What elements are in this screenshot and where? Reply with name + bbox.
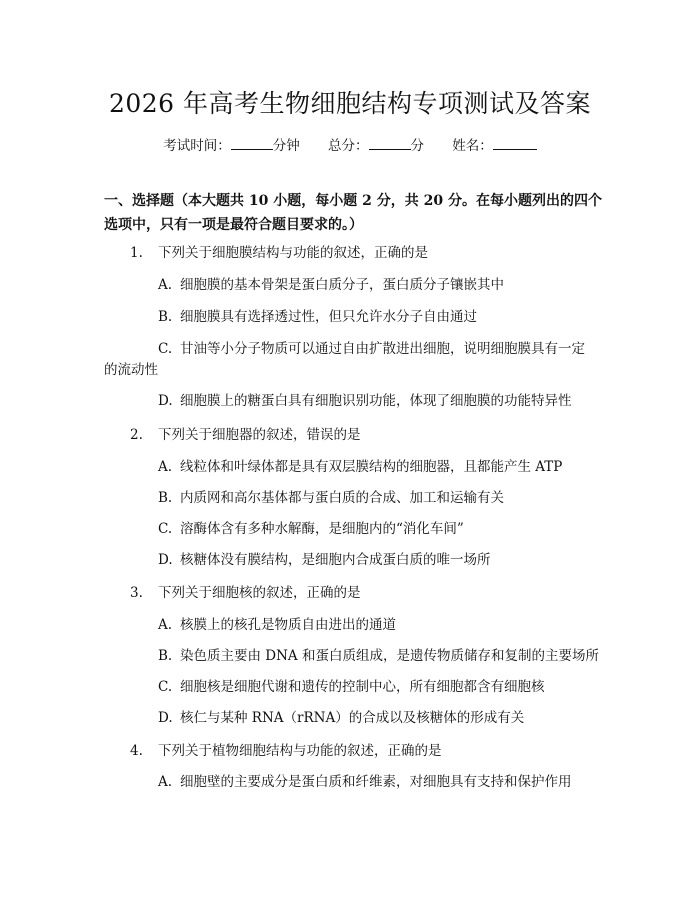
option-text: 核膜上的核孔是物质自由进出的通道	[180, 617, 396, 633]
option-letter: A.	[158, 617, 173, 633]
option-text: 细胞膜的基本骨架是蛋白质分子，蛋白质分子镶嵌其中	[180, 277, 504, 293]
option-letter: D.	[158, 393, 173, 409]
score-blank	[369, 137, 411, 150]
option-text: 染色质主要由 DNA 和蛋白质组成，是遗传物质储存和复制的主要场所	[180, 648, 599, 664]
exam-score	[328, 134, 424, 154]
question-number: 3.	[130, 585, 143, 601]
question-stem: 下列关于植物细胞结构与功能的叙述，正确的是	[158, 743, 442, 759]
option-letter: B.	[158, 648, 173, 664]
option-1c	[158, 339, 585, 359]
option-letter: C.	[158, 521, 173, 537]
option-1a	[158, 275, 504, 295]
option-2b	[158, 488, 504, 508]
page-title: 2026 年高考生物细胞结构专项测试及答案	[108, 89, 592, 118]
score-unit: 分	[410, 138, 424, 154]
time-unit: 分钟	[272, 138, 300, 154]
question-number: 1.	[130, 245, 143, 261]
section-heading: 一、选择题（本大题共 10 小题，每小题 2 分，共 20 分。在每小题列出的四个选项中，只有一项是最符合题目要求的。）	[104, 193, 602, 233]
option-text: 细胞核是细胞代谢和遗传的控制中心，所有细胞都含有细胞核	[180, 679, 545, 695]
question-3	[130, 583, 361, 603]
option-1b	[158, 307, 477, 327]
option-text: 细胞膜具有选择透过性，但只允许水分子自由通过	[180, 309, 477, 325]
option-2a	[158, 457, 562, 477]
option-1c-continuation: 的流动性	[104, 362, 158, 378]
option-1d	[158, 391, 572, 411]
option-letter: C.	[158, 341, 173, 357]
exam-meta	[0, 134, 700, 154]
exam-name	[452, 134, 537, 154]
option-3b	[158, 646, 599, 666]
option-text: 溶酶体含有多种水解酶，是细胞内的“消化车间”	[180, 521, 464, 537]
option-2d	[158, 550, 491, 570]
question-stem: 下列关于细胞膜结构与功能的叙述，正确的是	[158, 245, 428, 261]
option-text: 细胞壁的主要成分是蛋白质和纤维素，对细胞具有支持和保护作用	[180, 774, 572, 790]
option-letter: A.	[158, 774, 173, 790]
option-letter: D.	[158, 552, 173, 568]
option-4a	[158, 772, 572, 792]
question-stem: 下列关于细胞器的叙述，错误的是	[158, 427, 361, 443]
option-letter: B.	[158, 490, 173, 506]
time-blank	[231, 137, 273, 150]
option-text: 核糖体没有膜结构，是细胞内合成蛋白质的唯一场所	[180, 552, 491, 568]
option-letter: C.	[158, 679, 173, 695]
score-label: 总分：	[328, 138, 369, 154]
exam-time	[163, 134, 300, 154]
option-text: 甘油等小分子物质可以通过自由扩散进出细胞，说明细胞膜具有一定	[180, 341, 585, 357]
option-letter: B.	[158, 309, 173, 325]
question-4	[130, 741, 442, 761]
option-letter: A.	[158, 459, 173, 475]
option-3c	[158, 677, 545, 697]
option-2c	[158, 519, 464, 539]
option-3a	[158, 615, 396, 635]
option-text: 细胞膜上的糖蛋白具有细胞识别功能，体现了细胞膜的功能特异性	[180, 393, 572, 409]
option-3d	[158, 708, 524, 728]
option-text: 线粒体和叶绿体都是具有双层膜结构的细胞器，且都能产生 ATP	[180, 459, 563, 475]
question-1	[130, 243, 428, 263]
time-label: 考试时间：	[163, 138, 231, 154]
option-text: 内质网和高尔基体都与蛋白质的合成、加工和运输有关	[180, 490, 504, 506]
question-2	[130, 425, 361, 445]
option-text: 核仁与某种 RNA（rRNA）的合成以及核糖体的形成有关	[180, 710, 525, 726]
option-letter: A.	[158, 277, 173, 293]
name-blank	[493, 137, 537, 150]
option-letter: D.	[158, 710, 173, 726]
name-label: 姓名：	[452, 138, 493, 154]
question-number: 2.	[130, 427, 143, 443]
question-stem: 下列关于细胞核的叙述，正确的是	[158, 585, 361, 601]
question-number: 4.	[130, 743, 143, 759]
